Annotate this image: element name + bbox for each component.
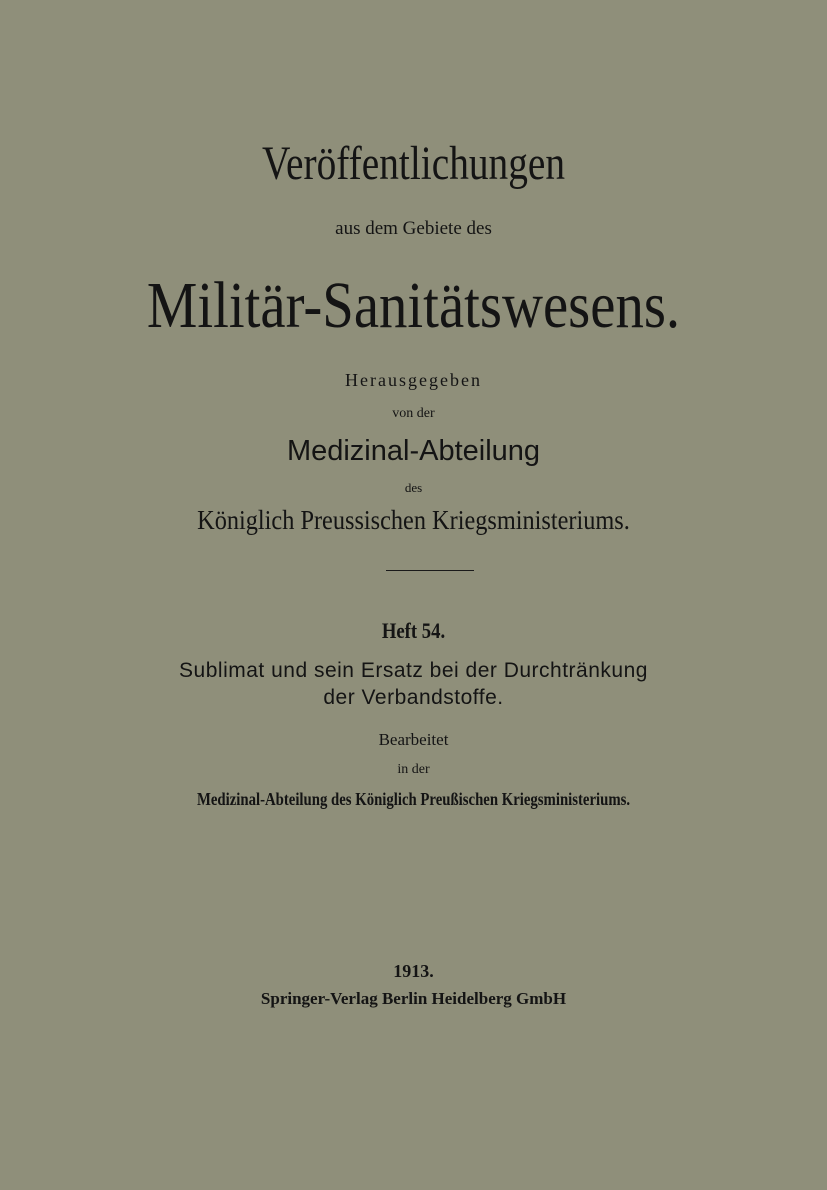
prepared-in: in der	[397, 762, 430, 777]
editor-name: Medizinal-Abteilung	[286, 435, 541, 467]
ministry-name: Königlich Preussischen Kriegsministeriums.	[197, 505, 630, 535]
subtitle-line-1: Sublimat und sein Ersatz bei der Durchtränkung	[179, 659, 648, 682]
publication-year: 1913.	[393, 961, 434, 981]
editor-des: des	[404, 480, 423, 495]
subtitle-line-2: der Verbandstoffe.	[323, 686, 504, 709]
prepared-label: Bearbeitet	[378, 730, 449, 749]
prepared-by: Medizinal-Abteilung des Königlich Preußischen Kriegsministeriums.	[196, 789, 631, 809]
main-title: Militär-Sanitätswesens.	[146, 269, 681, 342]
publisher: Springer-Verlag Berlin Heidelberg GmbH	[260, 989, 567, 1008]
edited-label: Herausgegeben	[345, 370, 482, 390]
edited-von: von der	[392, 406, 435, 421]
issue-number: Heft 54.	[381, 618, 446, 643]
series-subtitle: aus dem Gebiete des	[335, 218, 492, 239]
series-title: Veröffentlichungen	[261, 137, 566, 190]
divider-rule	[386, 570, 474, 571]
